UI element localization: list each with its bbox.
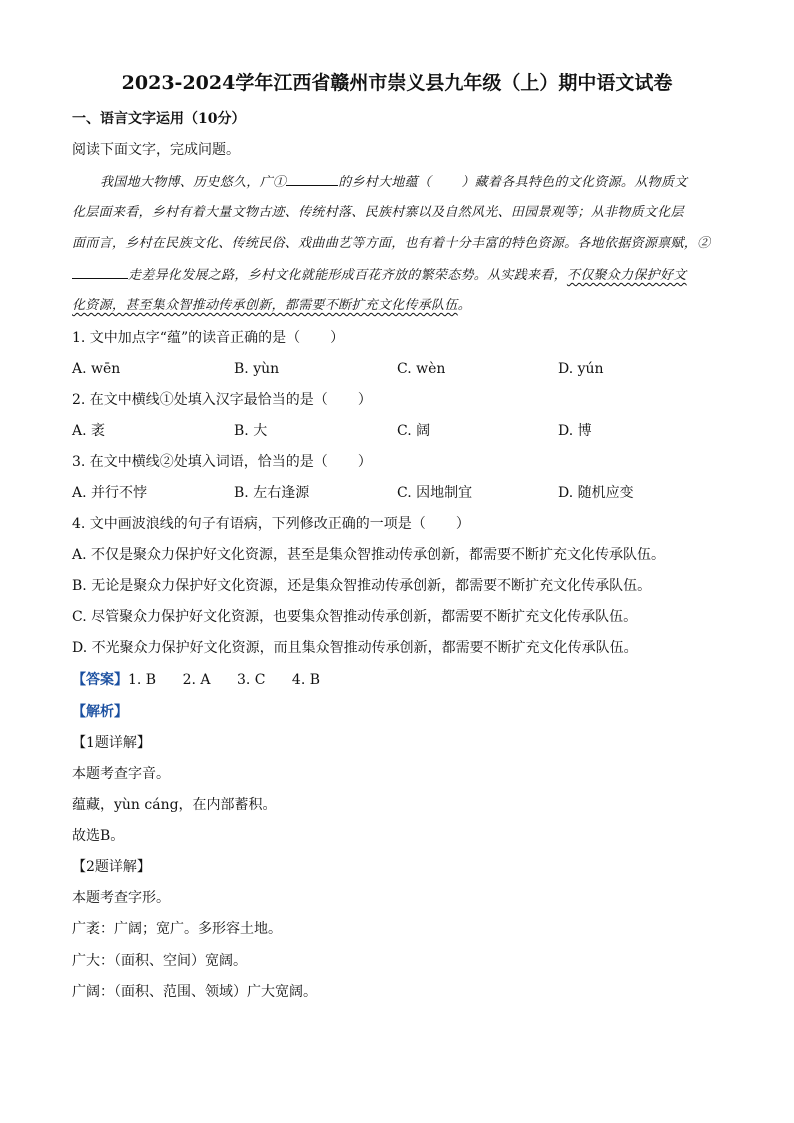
q1-analysis-line-1: 本题考查字音。 — [72, 766, 170, 782]
passage-line-4: 走差异化发展之路，乡村文化就能形成百花齐放的繁荣态势。从实践来看，不仅聚众力保护好文 — [72, 266, 687, 285]
q2-analysis-line-4: 广阔：（面积、范围、领域）广大宽阔。 — [72, 984, 317, 1000]
blank-2 — [72, 266, 128, 279]
q2-analysis-line-2: 广袤：广阔；宽广。多形容土地。 — [72, 921, 282, 937]
analysis-label: 【解析】 — [72, 704, 128, 720]
section-heading: 一、语言文字运用（10分） — [72, 111, 246, 127]
passage-line-5: 化资源，甚至集众智推动传承创新，都需要不断扩充文化传承队伍。 — [72, 298, 472, 313]
q2-analysis-heading: 【2题详解】 — [72, 859, 151, 875]
answer-line: 【答案】1. B 2. A 3. C 4. B — [72, 672, 321, 688]
reading-instruction: 阅读下面文字，完成问题。 — [72, 142, 240, 158]
q3-option-b: B. 左右逢源 — [234, 485, 310, 501]
q4-option-b: B. 无论是聚众力保护好文化资源，还是集众智推动传承创新，都需要不断扩充文化传承队伍。 — [72, 578, 652, 594]
q3-option-a: A. 并行不悖 — [72, 485, 148, 501]
q3-option-d: D. 随机应变 — [558, 485, 634, 501]
q2-analysis-line-1: 本题考查字形。 — [72, 890, 170, 906]
q2-option-b: B. 大 — [234, 423, 268, 439]
page-title: 2023-2024学年江西省赣州市崇义县九年级（上）期中语文试卷 — [121, 72, 673, 94]
q4-option-a: A. 不仅是聚众力保护好文化资源，甚至是集众智推动传承创新，都需要不断扩充文化传承队伍。 — [72, 547, 666, 563]
q3-option-c: C. 因地制宜 — [397, 485, 473, 501]
answer-label: 【答案】 — [72, 672, 128, 688]
question-3-stem: 3. 在文中横线②处填入词语，恰当的是（ ） — [72, 454, 372, 470]
question-1-stem: 1. 文中加点字“蕴”的读音正确的是（ ） — [72, 330, 345, 346]
wavy-sentence-part-1: 不仅聚众力保护好文 — [566, 268, 687, 283]
q1-option-b: B. yùn — [234, 361, 280, 377]
passage-line-3: 面而言，乡村在民族文化、传统民俗、戏曲曲艺等方面，也有着十分丰富的特色资源。各地依据资源禀赋，② — [72, 236, 711, 251]
blank-1 — [286, 173, 338, 186]
q1-option-d: D. yún — [558, 361, 604, 377]
q2-option-a: A. 袤 — [72, 423, 106, 439]
q1-option-c: C. wèn — [397, 361, 446, 377]
q1-option-a: A. wēn — [72, 361, 121, 377]
q2-option-d: D. 博 — [558, 423, 592, 439]
q2-analysis-line-3: 广大：（面积、空间）宽阔。 — [72, 953, 247, 969]
q4-option-d: D. 不光聚众力保护好文化资源，而且集众智推动传承创新，都需要不断扩充文化传承队伍。 — [72, 640, 638, 656]
q1-analysis-line-2: 蕴藏，yùn cáng，在内部蓄积。 — [72, 797, 277, 813]
q4-option-c: C. 尽管聚众力保护好文化资源，也要集众智推动传承创新，都需要不断扩充文化传承队伍。 — [72, 609, 638, 625]
question-4-stem: 4. 文中画波浪线的句子有语病，下列修改正确的一项是（ ） — [72, 516, 470, 532]
wavy-sentence-part-2: 化资源，甚至集众智推动传承创新，都需要不断扩充文化传承队伍 — [72, 298, 458, 313]
q1-analysis-heading: 【1题详解】 — [72, 735, 151, 751]
passage-line-1: 我国地大物博、历史悠久，广① 的乡村大地蕴（ ）藏着各具特色的文化资源。从物质文 — [100, 175, 688, 190]
q1-analysis-line-3: 故选B。 — [72, 828, 125, 844]
passage-line-2: 化层面来看，乡村有着大量文物古迹、传统村落、民族村寨以及自然风光、田园景观等；从非物质文化层 — [72, 205, 684, 220]
q2-option-c: C. 阔 — [397, 423, 431, 439]
question-2-stem: 2. 在文中横线①处填入汉字最恰当的是（ ） — [72, 392, 372, 408]
